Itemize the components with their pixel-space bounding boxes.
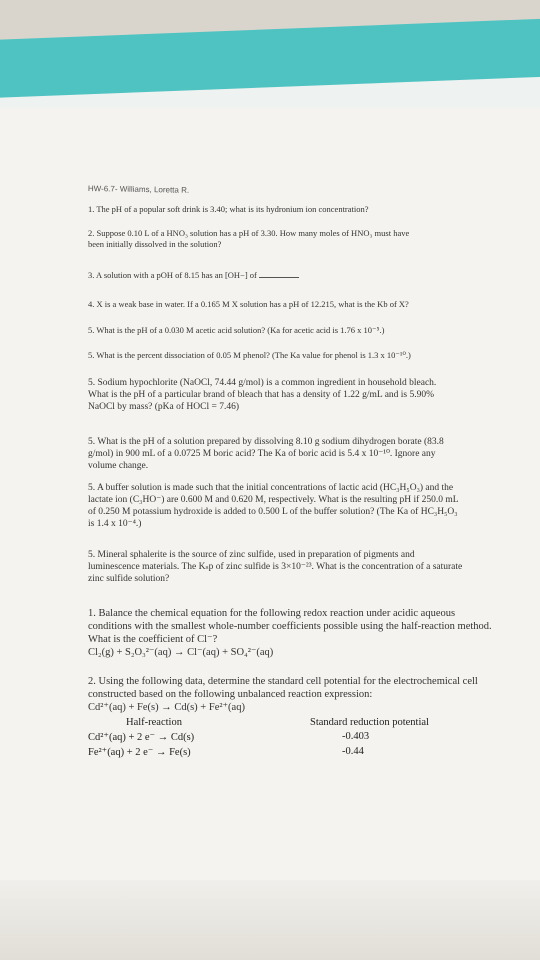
problem-1-line-1: 1. Balance the chemical equation for the following redox reaction under acidic aqueous bbox=[88, 608, 456, 619]
question-5f-line-1: 5. Mineral sphalerite is the source of zinc sulfide, used in preparation of pigments and bbox=[88, 550, 415, 560]
problem-1-line-3: What is the coefficient of Cl⁻? bbox=[88, 634, 218, 646]
table-row-reaction: Fe²⁺(aq) + 2 e⁻ → Fe(s) bbox=[88, 747, 191, 758]
question-2-line-1: 2. Suppose 0.10 L of a HNO₃ solution has a pH of 3.30. How many moles of HNO₃ must have bbox=[88, 228, 410, 238]
table-header-half-reaction: Half-reaction bbox=[126, 717, 182, 728]
question-5d bbox=[88, 437, 444, 473]
question-5e bbox=[88, 483, 459, 531]
question-5d-line-3: volume change. bbox=[88, 460, 149, 471]
question-2-line-2: been initially dissolved in the solution? bbox=[88, 238, 222, 249]
question-5c bbox=[88, 378, 436, 414]
question-5a-text: 5. What is the pH of a 0.030 M acetic acid solution? (Ka for acetic acid is 1.76 x 10⁻⁵.) bbox=[88, 325, 385, 335]
table-header-potential: Standard reduction potential bbox=[310, 717, 429, 728]
problem-2-line-1: 2. Using the following data, determine the standard cell potential for the electrochemical cell bbox=[88, 676, 478, 687]
question-5c-line-2: What is the pH of a particular brand of bleach that has a density of 1.22 g/mL and is 5.90% bbox=[88, 389, 435, 400]
worksheet-header: HW-6.7- Williams, Loretta R. bbox=[87, 184, 190, 195]
question-5d-line-2: g/mol) in 900 mL of a 0.0725 M boric acid? The Ka of boric acid is 5.4 x 10⁻¹⁰. Ignore any bbox=[88, 448, 436, 459]
question-4-text: 4. X is a weak base in water. If a 0.165 M X solution has a pH of 12.215, what is the Kb of X? bbox=[88, 299, 409, 309]
question-5e-line-4: is 1.4 x 10⁻⁴.) bbox=[88, 518, 142, 529]
question-5e-line-3: of 0.250 M potassium hydroxide is added to 0.500 L of the buffer solution? (The Ka of HC₃H₅O₃ bbox=[88, 506, 458, 517]
question-5f-line-3: zinc sulfide solution? bbox=[88, 573, 170, 584]
paper-shadow bbox=[0, 880, 540, 960]
question-3 bbox=[88, 269, 299, 281]
problem-1-line-2: conditions with the smallest whole-number coefficients possible using the half-reaction method. bbox=[88, 621, 492, 633]
problem-2 bbox=[88, 675, 478, 714]
question-5c-line-3: NaOCl by mass? (pKa of HOCl = 7.46) bbox=[88, 401, 240, 412]
problem-1-equation: Cl₂(g) + S₂O₃²⁻(aq) → Cl⁻(aq) + SO₄²⁻(aq) bbox=[88, 647, 274, 659]
question-5a bbox=[88, 325, 384, 336]
problem-2-line-2: constructed based on the following unbalanced reaction expression: bbox=[88, 689, 373, 701]
problem-1 bbox=[88, 607, 492, 660]
question-5f-line-2: luminescence materials. The Kₛp of zinc sulfide is 3×10⁻²³. What is the concentration of a saturate bbox=[88, 561, 463, 572]
table-row-potential: -0.403 bbox=[342, 731, 370, 742]
question-5b-text: 5. What is the percent dissociation of 0.05 M phenol? (The Ka value for phenol is 1.3 x 10⁻¹⁰.) bbox=[88, 350, 411, 360]
table-row-potential: -0.44 bbox=[342, 746, 364, 757]
question-5d-line-1: 5. What is the pH of a solution prepared by dissolving 8.10 g sodium dihydrogen borate (83.8 bbox=[88, 437, 444, 447]
question-1 bbox=[88, 204, 369, 215]
answer-blank bbox=[259, 269, 299, 278]
question-5f bbox=[88, 550, 462, 586]
table-row-reaction: Cd²⁺(aq) + 2 e⁻ → Cd(s) bbox=[88, 732, 195, 743]
problem-2-equation: Cd²⁺(aq) + Fe(s) → Cd(s) + Fe²⁺(aq) bbox=[88, 702, 245, 714]
question-5e-line-1: 5. A buffer solution is made such that the initial concentrations of lactic acid (HC₃H₅O₃) and the bbox=[88, 483, 454, 493]
question-5b bbox=[88, 350, 411, 361]
question-4 bbox=[88, 299, 409, 310]
question-1-text: 1. The pH of a popular soft drink is 3.40; what is its hydronium ion concentration? bbox=[88, 204, 369, 214]
question-3-text: 3. A solution with a pOH of 8.15 has an [OH−] of bbox=[88, 270, 257, 280]
question-2 bbox=[88, 228, 409, 249]
question-5c-line-1: 5. Sodium hypochlorite (NaOCl, 74.44 g/mol) is a common ingredient in household bleach. bbox=[88, 378, 437, 388]
question-5e-line-2: lactate ion (C₃HO⁻) are 0.600 M and 0.620 M, respectively. What is the resulting pH if 250.0 mL bbox=[88, 494, 459, 505]
